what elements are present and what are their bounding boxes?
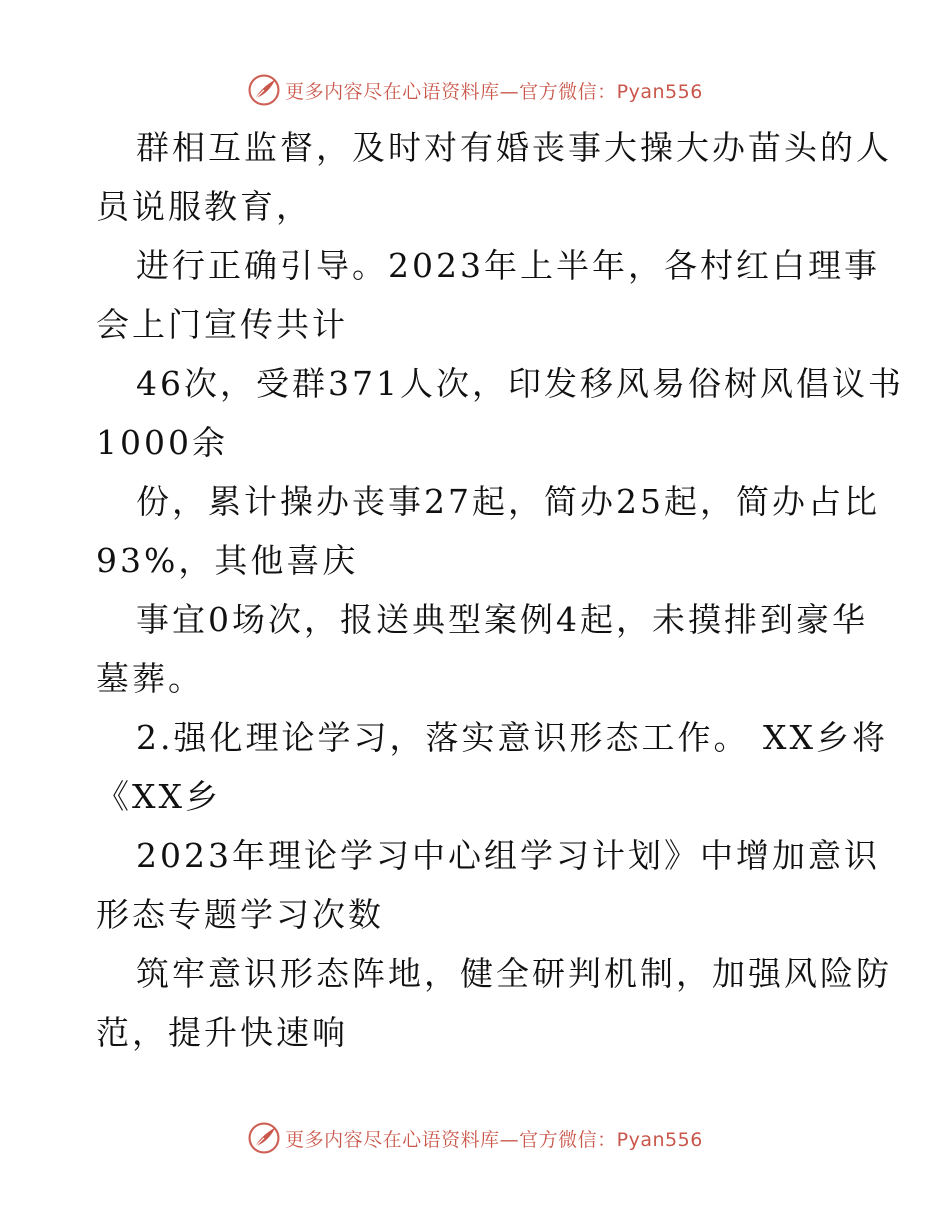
footer-watermark-text: 更多内容尽在心语资料库—官方微信：Pyan556: [285, 1128, 703, 1151]
body-line: 《XX乡: [96, 777, 221, 816]
header-watermark: [247, 73, 703, 107]
document-body: [96, 118, 904, 1062]
body-line: 份，累计操办丧事27起，简办25起，简办占比: [136, 482, 880, 521]
body-line: 进行正确引导。2023年上半年，各村红白理事: [136, 246, 880, 285]
quill-logo-icon: [247, 73, 281, 107]
body-line: 员说服教育，: [96, 187, 312, 226]
quill-logo-icon: [247, 1121, 281, 1155]
body-line: 2023年理论学习中心组学习计划》中增加意识: [136, 836, 880, 875]
body-line: 范，提升快速响: [96, 1013, 348, 1052]
body-line: 46次，受群371人次，印发移风易俗树风倡议书: [136, 364, 904, 403]
body-line: 形态专题学习次数: [96, 895, 384, 934]
body-line: 1000余: [96, 423, 228, 462]
header-watermark-banner: [0, 70, 950, 110]
body-line: 93%，其他喜庆: [96, 541, 359, 580]
footer-watermark-banner: [0, 1118, 950, 1158]
body-line: 会上门宣传共计: [96, 305, 348, 344]
body-line: 群相互监督，及时对有婚丧事大操大办苗头的人: [136, 128, 892, 167]
body-line: 筑牢意识形态阵地，健全研判机制，加强风险防: [136, 954, 892, 993]
body-line: 2.强化理论学习，落实意识形态工作。 XX乡将: [136, 718, 888, 757]
footer-watermark: [247, 1121, 703, 1155]
body-line: 墓葬。: [96, 659, 204, 698]
body-line: 事宜0场次，报送典型案例4起，未摸排到豪华: [136, 600, 868, 639]
header-watermark-text: 更多内容尽在心语资料库—官方微信：Pyan556: [285, 80, 703, 103]
